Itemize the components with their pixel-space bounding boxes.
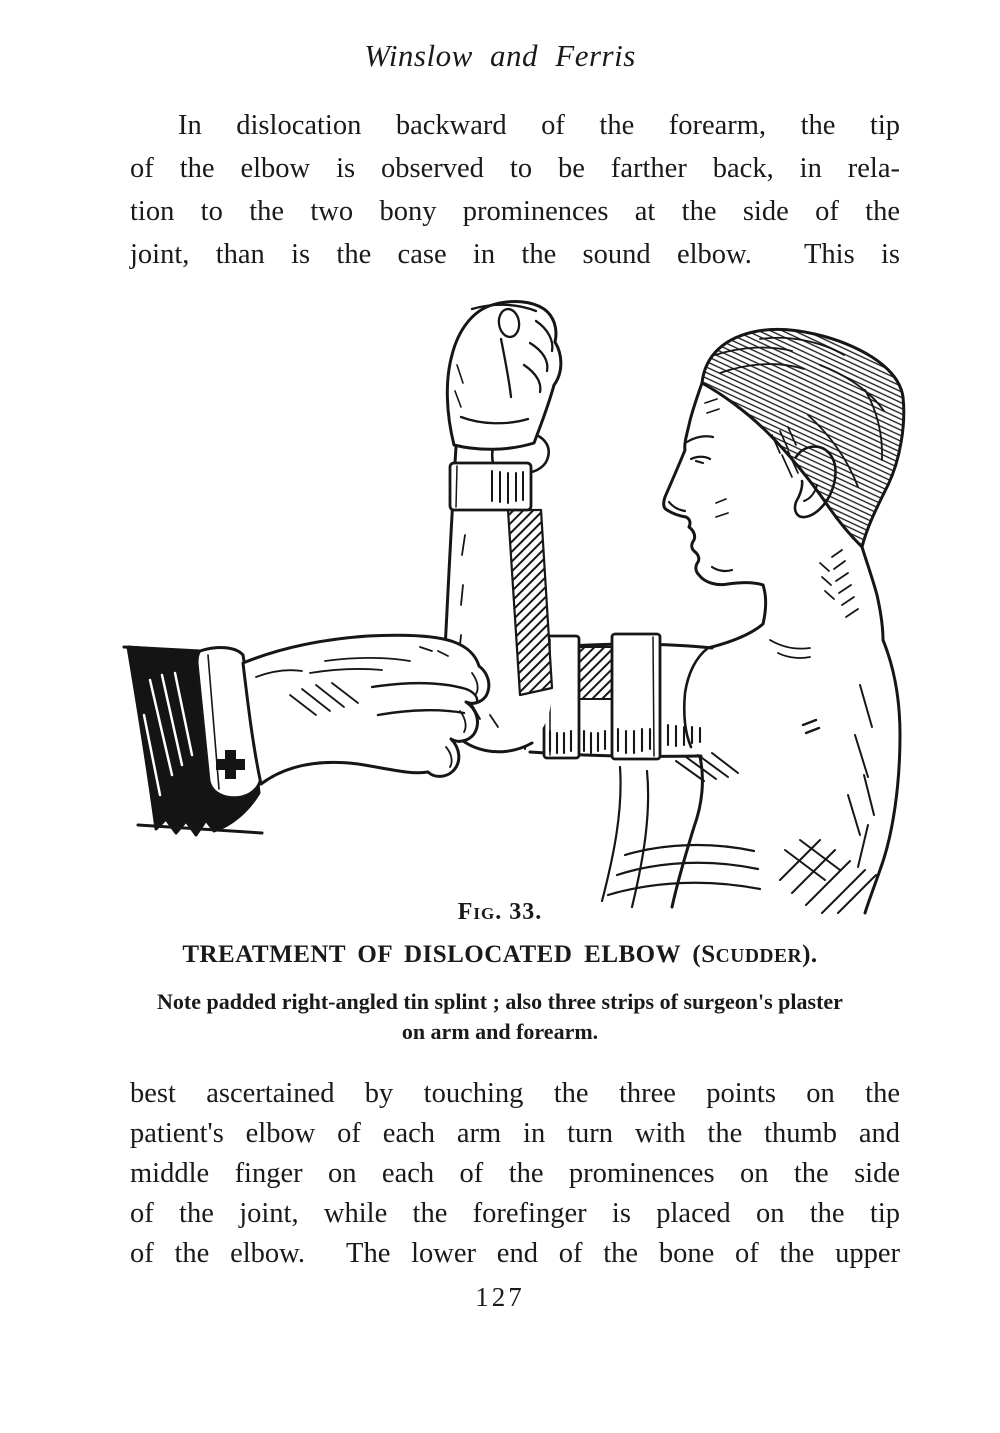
paragraph-top <box>130 104 900 276</box>
text-line: In dislocation backward of the forearm, the tip <box>178 110 900 141</box>
text-line: of the joint, while the forefinger is placed on the tip <box>130 1198 900 1229</box>
page-number: 127 <box>475 1282 525 1312</box>
figure-note-line: on arm and forearm. <box>401 1019 599 1044</box>
text-line: patient's elbow of each arm in turn with the thumb and <box>130 1118 900 1149</box>
paragraph-bottom <box>130 1074 900 1274</box>
figure-title <box>0 941 1000 969</box>
figure-illustration <box>120 295 910 915</box>
patient-head <box>664 329 904 648</box>
figure-label: Fig. 33. <box>457 899 543 925</box>
text-line: best ascertained by touching the three points on the <box>130 1078 900 1109</box>
text-line: tion to the two bony prominences at the side of the <box>130 196 900 227</box>
figure-title-close: ). <box>802 941 818 968</box>
surgeon-arm <box>124 635 489 835</box>
text-line: joint, than is the case in the sound elbow. This is <box>130 239 900 270</box>
splint-upper-arm <box>579 647 612 699</box>
elbow-splint-engraving <box>120 295 910 915</box>
running-header: Winslow and Ferris <box>364 38 636 73</box>
text-line: middle finger on each of the prominences on the side <box>130 1158 900 1189</box>
figure-note-line: Note padded right-angled tin splint ; also three strips of surgeon's plaster <box>157 989 843 1014</box>
plaster-strap-wrist <box>450 463 531 510</box>
patient-fist <box>447 302 561 450</box>
figure-title-main: TREATMENT OF DISLOCATED ELBOW (S <box>182 941 716 968</box>
figure-title-scudder: CUDDER <box>715 946 803 967</box>
text-line: of the elbow. The lower end of the bone of the upper <box>130 1238 900 1269</box>
text-line: of the elbow is observed to be farther back, in rela- <box>130 153 900 184</box>
figure-note <box>100 987 900 1047</box>
